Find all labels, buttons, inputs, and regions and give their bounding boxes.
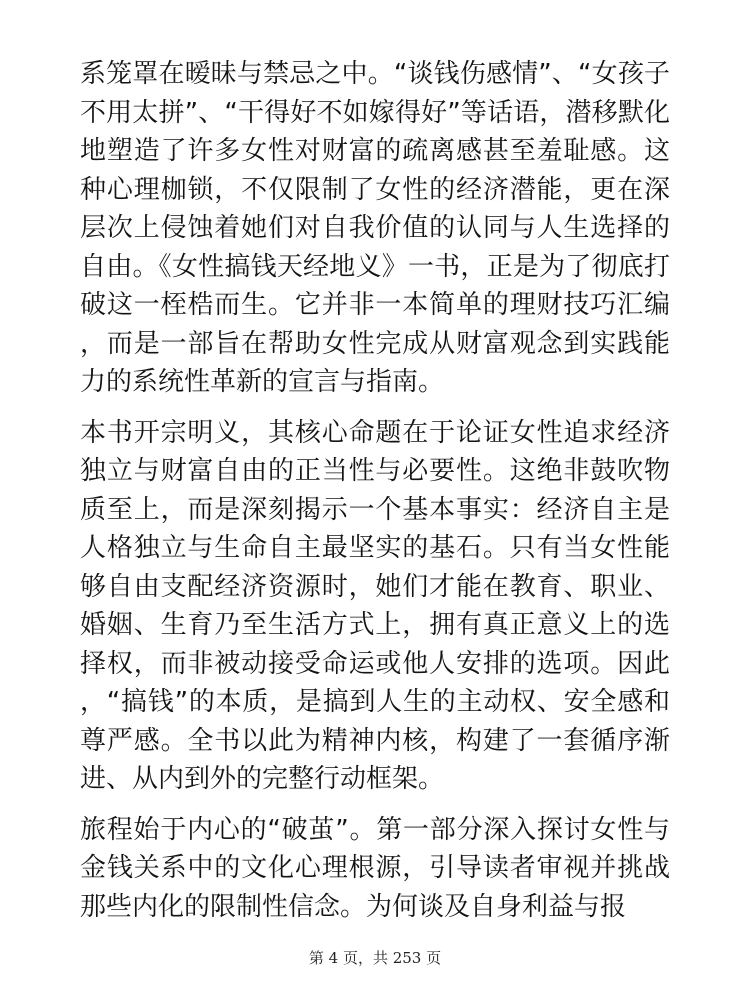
paragraph-1: 系笼罩在暧昧与禁忌之中。“谈钱伤感情”、“女孩子不用太拼”、“干得好不如嫁得好”等话语，潜移默化地塑造了许多女性对财富的疏离感甚至羞耻感。这种心理枷锁，不仅限制了女性的经济潜能，更在深层次上侵蚀着她们对自我价值的认同与人生选择的自由。《女性搞钱天经地义》一书，正是为了彻底打破这一桎梏而生。它并非一本简单的理财技巧汇编，而是一部旨在帮助女性完成从财富观念到实践能力的系统性革新的宣言与指南。 [80,59,670,397]
page-number-footer: 第 4 页，共 253 页 [308,949,442,967]
body-text [80,55,670,938]
paragraph-3: 旅程始于内心的“破茧”。第一部分深入探讨女性与金钱关系中的文化心理根源，引导读者审视并挑战那些内化的限制性信念。为何谈及自身利益与报 [80,814,670,922]
paragraph-2: 本书开宗明义，其核心命题在于论证女性追求经济独立与财富自由的正当性与必要性。这绝非鼓吹物质至上，而是深刻揭示一个基本事实：经济自主是人格独立与生命自主最坚实的基石。只有当女性能够自由支配经济资源时，她们才能在教育、职业、婚姻、生育乃至生活方式上，拥有真正意义上的选择权，而非被动接受命运或他人安排的选项。因此，“搞钱”的本质，是搞到人生的主动权、安全感和尊严感。全书以此为精神内核，构建了一套循序渐进、从内到外的完整行动框架。 [80,417,670,794]
